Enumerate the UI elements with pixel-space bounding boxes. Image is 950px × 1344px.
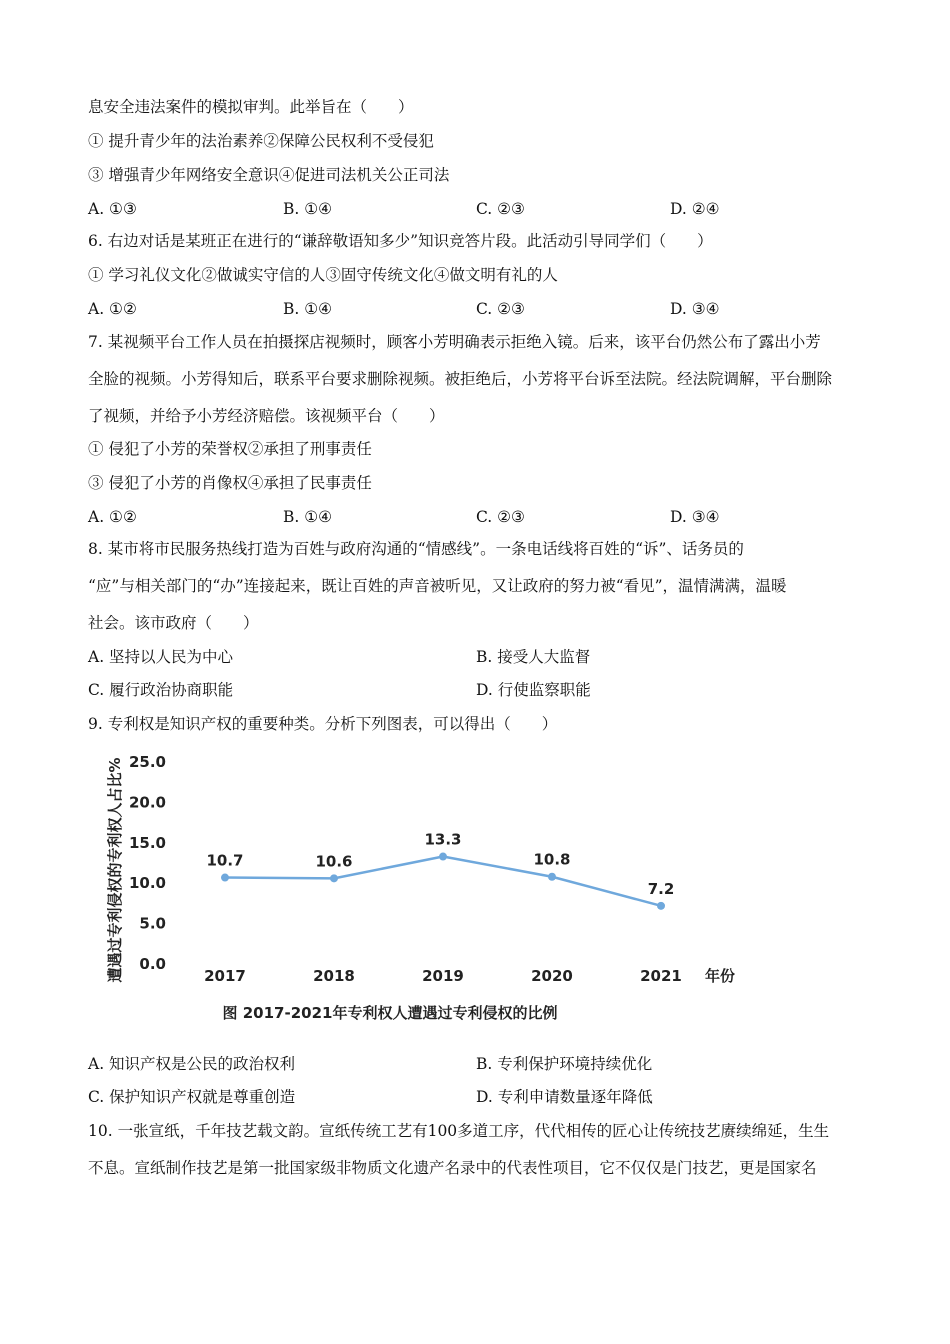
q7-statements-2: ③ 侵犯了小芳的肖像权④承担了民事责任 <box>88 474 372 492</box>
series-line <box>225 857 661 906</box>
q6-stem: 6. 右边对话是某班正在进行的“谦辞敬语知多少”知识竞答片段。此活动引导同学们（ ） <box>88 232 713 250</box>
q5-option-c[interactable]: C. ②③ <box>476 200 525 218</box>
q7-stem-1: 7. 某视频平台工作人员在拍摄探店视频时，顾客小芳明确表示拒绝入镜。后来，该平台仍然公布了露出小芳 <box>88 333 821 351</box>
q5-statements-1: ① 提升青少年的法治素养②保障公民权利不受侵犯 <box>88 132 434 150</box>
q5-option-a[interactable]: A. ①③ <box>88 200 137 218</box>
q6-option-d[interactable]: D. ③④ <box>670 300 720 318</box>
y-tick-label: 15.0 <box>128 833 166 852</box>
data-labels <box>206 831 674 898</box>
data-point <box>657 902 665 910</box>
y-axis-ticks <box>129 753 166 973</box>
q7-option-c[interactable]: C. ②③ <box>476 508 525 526</box>
data-point <box>548 873 556 881</box>
q8-stem-1: 8. 某市将市民服务热线打造为百姓与政府沟通的“情感线”。一条电话线将百姓的“诉”、话务员的 <box>88 540 744 558</box>
y-tick-label: 0.0 <box>139 955 166 973</box>
data-label: 13.3 <box>424 830 462 849</box>
y-tick-label: 5.0 <box>139 914 166 933</box>
q8-option-c[interactable]: C. 履行政治协商职能 <box>88 681 234 699</box>
q8-stem-2: “应”与相关部门的“办”连接起来，既让百姓的声音被听见，又让政府的努力被“看见”，温情满满，温暖 <box>88 577 787 595</box>
q8-option-d[interactable]: D. 行使监察职能 <box>476 681 591 699</box>
x-tick-label: 2018 <box>313 967 355 985</box>
chart-title: 图 2017-2021年专利权人遭遇过专利侵权的比例 <box>222 1004 558 1022</box>
x-tick-label: 2021 <box>640 967 682 985</box>
q9-stem: 9. 专利权是知识产权的重要种类。分析下列图表，可以得出（ ） <box>88 715 558 733</box>
line-chart-svg <box>100 742 760 1032</box>
q7-statements-1: ① 侵犯了小芳的荣誉权②承担了刑事责任 <box>88 440 372 458</box>
data-label: 7.2 <box>647 879 675 898</box>
y-tick-label: 25.0 <box>128 753 166 771</box>
q5-option-d[interactable]: D. ②④ <box>670 200 720 218</box>
data-label: 10.6 <box>315 852 353 871</box>
q7-option-b[interactable]: B. ①④ <box>283 508 333 526</box>
x-tick-label: 2019 <box>422 967 464 985</box>
data-point <box>439 853 447 861</box>
data-point <box>221 874 229 882</box>
y-tick-label: 10.0 <box>128 874 166 893</box>
q6-option-c[interactable]: C. ②③ <box>476 300 525 318</box>
q7-stem-2: 全脸的视频。小芳得知后，联系平台要求删除视频。被拒绝后，小芳将平台诉至法院。经法院调解，平台删除 <box>88 370 833 388</box>
y-tick-label: 20.0 <box>128 793 166 812</box>
x-axis-ticks <box>204 967 682 985</box>
data-label: 10.8 <box>533 850 571 869</box>
x-axis-title: 年份 <box>704 967 736 985</box>
x-tick-label: 2020 <box>531 967 573 985</box>
data-point <box>330 874 338 882</box>
q7-option-d[interactable]: D. ③④ <box>670 508 720 526</box>
x-tick-label: 2017 <box>204 967 246 985</box>
y-axis-title: 遭遇过专利侵权的专利权人占比% <box>106 757 124 983</box>
q7-option-a[interactable]: A. ①② <box>88 508 137 526</box>
q8-option-a[interactable]: A. 坚持以人民为中心 <box>88 648 234 666</box>
patent-infringement-chart <box>100 742 760 1032</box>
q9-option-d[interactable]: D. 专利申请数量逐年降低 <box>476 1088 653 1106</box>
q9-option-b[interactable]: B. 专利保护环境持续优化 <box>476 1055 653 1073</box>
data-label: 10.7 <box>206 851 244 870</box>
q9-option-a[interactable]: A. 知识产权是公民的政治权利 <box>88 1055 296 1073</box>
q10-stem-2: 不息。宣纸制作技艺是第一批国家级非物质文化遗产名录中的代表性项目，它不仅仅是门技艺，更是国家名 <box>88 1159 817 1177</box>
q8-option-b[interactable]: B. 接受人大监督 <box>476 648 591 666</box>
q5-option-b[interactable]: B. ①④ <box>283 200 333 218</box>
q7-stem-3: 了视频，并给予小芳经济赔偿。该视频平台（ ） <box>88 407 445 425</box>
q6-option-a[interactable]: A. ①② <box>88 300 137 318</box>
q10-stem-1: 10. 一张宣纸，千年技艺载文韵。宣纸传统工艺有100多道工序，代代相传的匠心让传统技艺赓续绵延，生生 <box>88 1122 830 1140</box>
q9-option-c[interactable]: C. 保护知识产权就是尊重创造 <box>88 1088 296 1106</box>
q6-statements: ① 学习礼仪文化②做诚实守信的人③固守传统文化④做文明有礼的人 <box>88 266 558 284</box>
q5-stem: 息安全违法案件的模拟审判。此举旨在（ ） <box>88 98 414 116</box>
data-points <box>221 850 665 910</box>
q6-option-b[interactable]: B. ①④ <box>283 300 333 318</box>
q5-statements-2: ③ 增强青少年网络安全意识④促进司法机关公正司法 <box>88 166 450 184</box>
q8-stem-3: 社会。该市政府（ ） <box>88 614 259 632</box>
